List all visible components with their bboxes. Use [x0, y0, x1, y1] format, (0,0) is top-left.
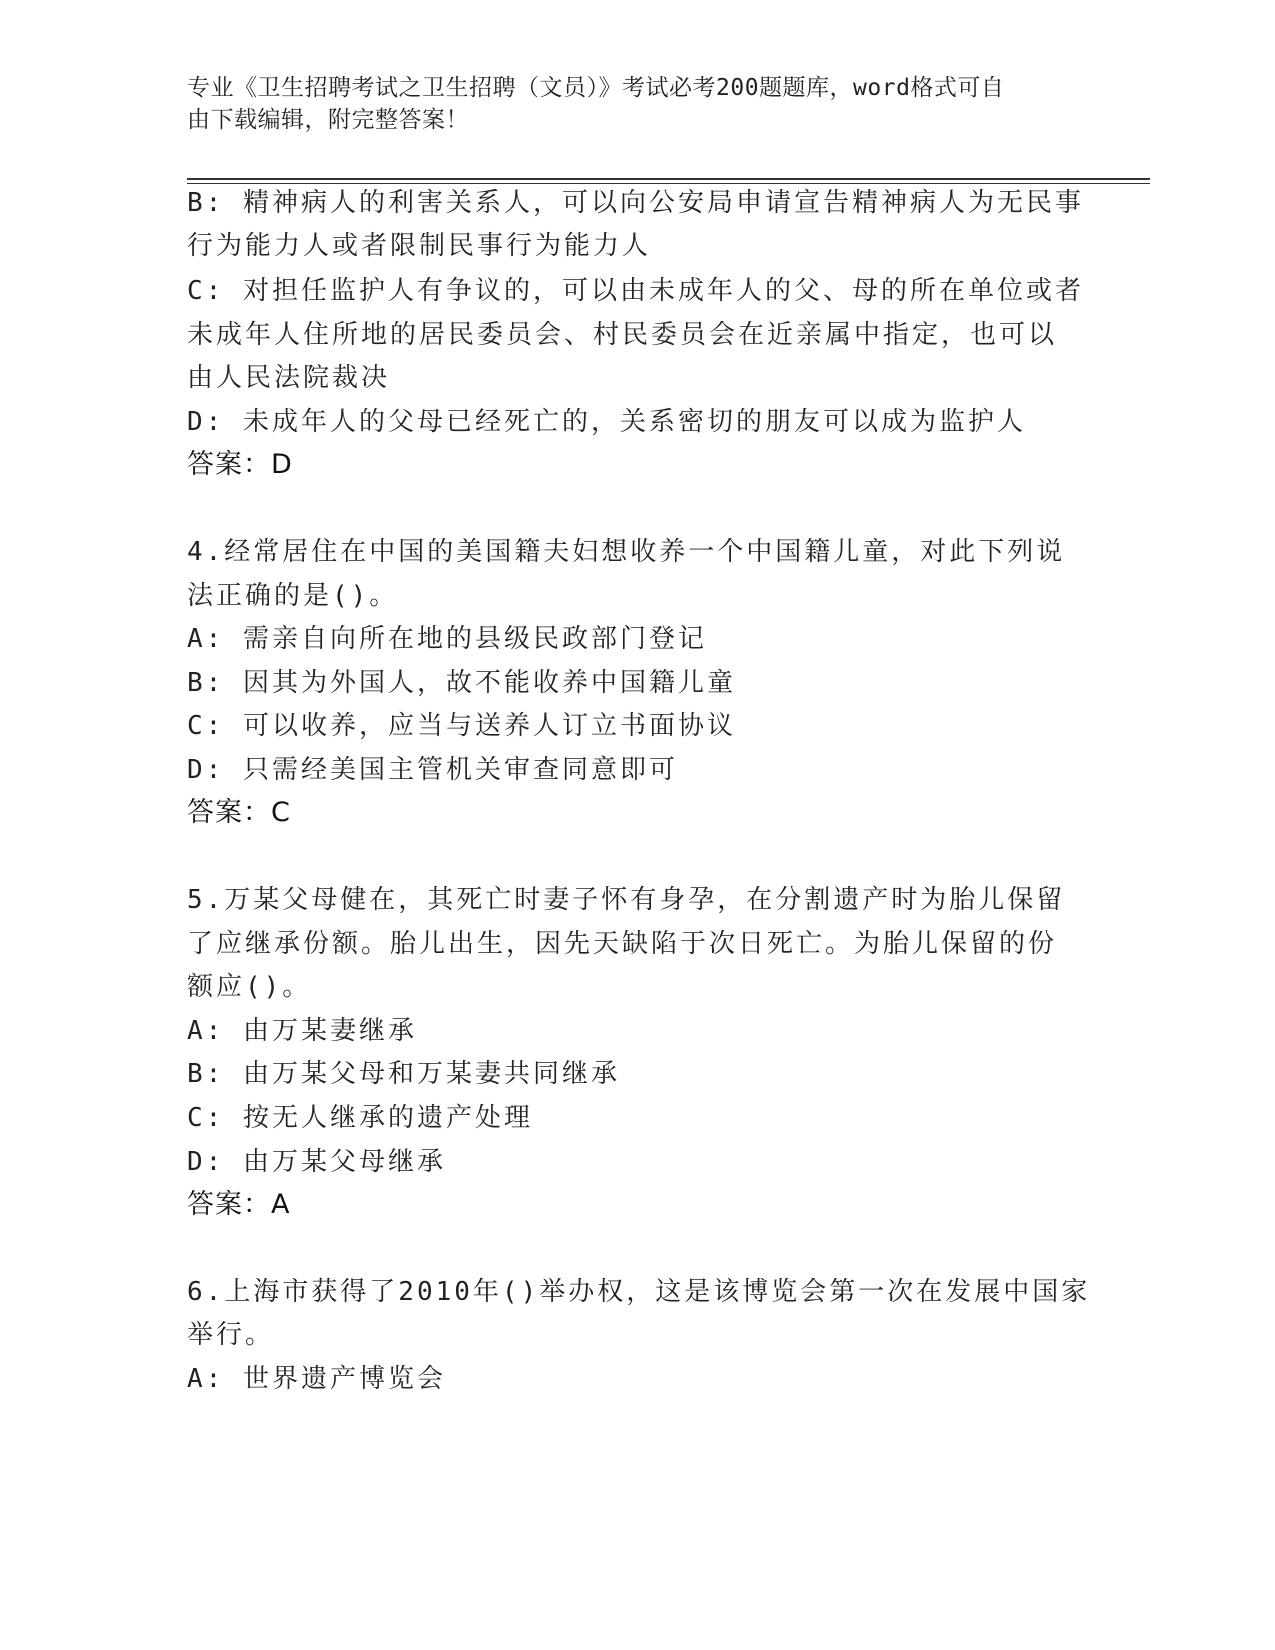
q6-stem-line-1: 6.上海市获得了2010年()举办权，这是该博览会第一次在发展中国家	[187, 1277, 1091, 1307]
header-line-1: 专业《卫生招聘考试之卫生招聘（文员）》考试必考200题题库，word格式可自	[187, 75, 1005, 101]
q4-option-c: C: 可以收养，应当与送养人订立书面协议	[187, 711, 736, 741]
header-divider-thick	[187, 178, 1150, 180]
q3-option-c-line-1: C: 对担任监护人有争议的，可以由未成年人的父、母的所在单位或者	[187, 276, 1084, 306]
q4-stem-line-1: 4.经常居住在中国的美国籍夫妇想收养一个中国籍儿童，对此下列说	[187, 537, 1066, 567]
header-divider-thin	[187, 183, 1150, 184]
q4-option-b: B: 因其为外国人，故不能收养中国籍儿童	[187, 668, 736, 698]
q5-stem-line-1: 5.万某父母健在，其死亡时妻子怀有身孕，在分割遗产时为胎儿保留	[187, 885, 1066, 915]
q4-answer: 答案：C	[187, 797, 291, 828]
q6-stem-line-2: 举行。	[187, 1320, 275, 1350]
q5-option-d: D: 由万某父母继承	[187, 1147, 446, 1177]
q5-stem-line-3: 额应()。	[187, 972, 312, 1002]
q3-option-c-line-2: 未成年人住所地的居民委员会、村民委员会在近亲属中指定，也可以	[187, 320, 1058, 350]
q5-stem-line-2: 了应继承份额。胎儿出生，因先天缺陷于次日死亡。为胎儿保留的份	[187, 929, 1058, 959]
q4-option-d: D: 只需经美国主管机关审查同意即可	[187, 755, 678, 785]
q3-option-d: D: 未成年人的父母已经死亡的，关系密切的朋友可以成为监护人	[187, 407, 1026, 437]
q5-option-b: B: 由万某父母和万某妻共同继承	[187, 1059, 620, 1089]
header-line-2: 由下载编辑，附完整答案！	[187, 107, 469, 133]
q3-option-b-line-1: B: 精神病人的利害关系人，可以向公安局申请宣告精神病人为无民事	[187, 188, 1084, 218]
q5-answer: 答案：A	[187, 1189, 291, 1220]
q6-option-a: A: 世界遗产博览会	[187, 1364, 446, 1394]
q3-option-c-line-3: 由人民法院裁决	[187, 363, 391, 393]
q5-option-c: C: 按无人继承的遗产处理	[187, 1103, 533, 1133]
q3-answer: 答案：D	[187, 449, 293, 480]
document-header	[187, 72, 1067, 136]
q3-option-b-line-2: 行为能力人或者限制民事行为能力人	[187, 231, 652, 261]
q5-option-a: A: 由万某妻继承	[187, 1016, 417, 1046]
q4-option-a: A: 需亲自向所在地的县级民政部门登记	[187, 624, 707, 654]
q4-stem-line-2: 法正确的是()。	[187, 581, 399, 611]
